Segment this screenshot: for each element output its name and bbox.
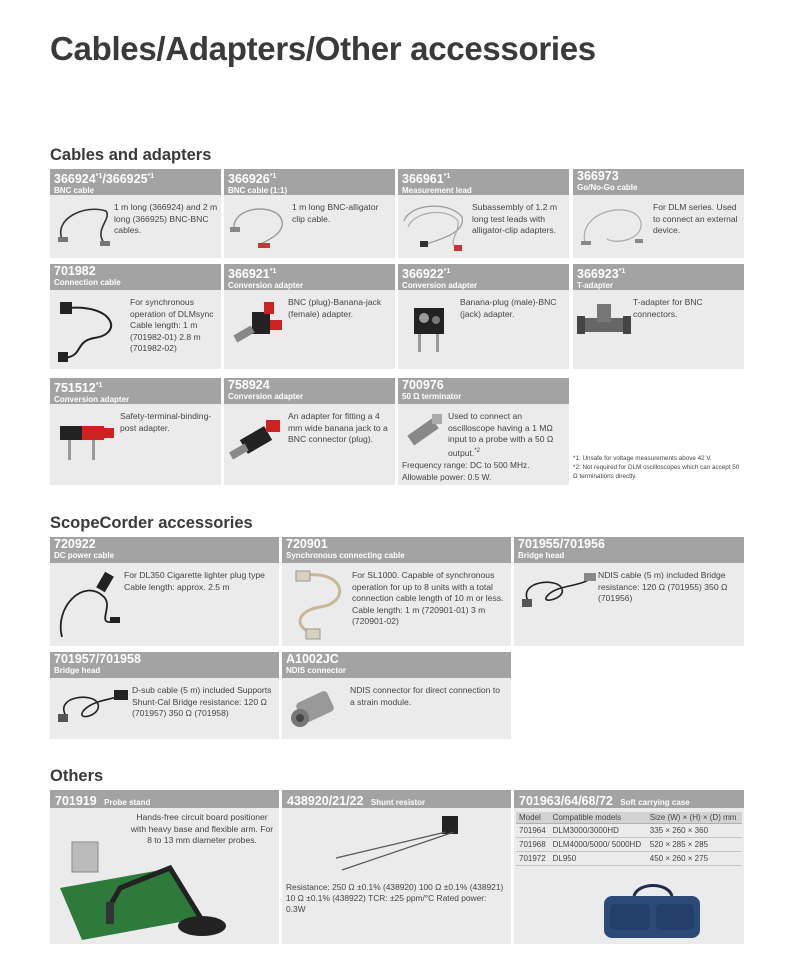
product-description: For SL1000. Capable of synchronous operation for up to 8 units with a total connection cable length of 10 m or less. Cable length: 1 m (720901-01) 3 m (720901-02) bbox=[352, 570, 504, 626]
product-description: NDIS connector for direct connection to a strain module. bbox=[350, 685, 500, 707]
card-header bbox=[573, 169, 744, 195]
column-header: Compatible models bbox=[550, 812, 647, 824]
product-card-720922 bbox=[50, 537, 279, 646]
table-cell: 701972 bbox=[516, 852, 550, 866]
product-description: Subassembly of 1.2 m long test leads with alligator-clip adapters. bbox=[472, 202, 558, 235]
product-code: 366924$^{*1}$/366925$^{*1}$ bbox=[54, 172, 155, 187]
product-code: 701955/701956 bbox=[518, 537, 605, 551]
product-card-758924 bbox=[224, 378, 395, 485]
product-name: Measurement lead bbox=[402, 186, 472, 196]
table-cell: 701964 bbox=[516, 824, 550, 838]
product-code: 758924 bbox=[228, 378, 270, 392]
measurement-lead-image bbox=[400, 199, 470, 253]
product-description: An adapter for fitting a 4 mm wide banana jack to a BNC connector (plug). bbox=[288, 411, 388, 444]
product-name: Connection cable bbox=[54, 278, 121, 287]
go-nogo-cable-image bbox=[577, 199, 647, 253]
card-header bbox=[224, 169, 395, 195]
table-header-row bbox=[516, 812, 742, 824]
product-code: 701963/64/68/72 bbox=[519, 794, 613, 808]
product-code: 366923$^{*1}$ bbox=[577, 267, 626, 282]
product-name: Conversion adapter bbox=[228, 281, 304, 291]
section-title-cables: Cables and adapters bbox=[50, 146, 212, 164]
card-header bbox=[398, 169, 569, 195]
product-code: 366922$^{*1}$ bbox=[402, 267, 451, 282]
product-name: Go/No-Go cable bbox=[577, 183, 638, 192]
product-description: Used to connect an oscilloscope having a 1 MΩ input to a probe with a 50 Ω output.$^{*2}$ bbox=[448, 411, 554, 458]
product-name: T-adapter bbox=[577, 281, 614, 291]
card-header bbox=[282, 537, 511, 563]
table-cell: 520 × 285 × 285 bbox=[647, 838, 742, 852]
product-name: Bridge head bbox=[518, 551, 565, 560]
product-description: Hands-free circuit board positioner with heavy base and flexible arm. For 8 to 13 mm diameter probes. bbox=[130, 812, 274, 845]
product-name: Conversion adapter bbox=[228, 392, 304, 401]
product-description: For DL350 Cigarette lighter plug type Cable length: approx. 2.5 m bbox=[124, 570, 265, 592]
footnote-2: *2: Not required for DLM oscilloscopes which can accept 50 Ω terminations directly. bbox=[573, 464, 740, 480]
table-cell: DL950 bbox=[550, 852, 647, 866]
table-cell: DLM4000/5000/ 5000HD bbox=[550, 838, 647, 852]
product-code: 366973 bbox=[577, 169, 619, 183]
section-title-others: Others bbox=[50, 767, 104, 785]
column-header: Model bbox=[516, 812, 550, 824]
card-header bbox=[50, 790, 279, 808]
product-card-366961 bbox=[398, 169, 569, 258]
product-card-720901 bbox=[282, 537, 511, 646]
t-adapter-image bbox=[577, 298, 633, 350]
product-code: 366926$^{*1}$ bbox=[228, 172, 277, 187]
card-header bbox=[50, 652, 279, 678]
connection-cable-image bbox=[54, 294, 126, 366]
sync-cable-image bbox=[286, 567, 352, 643]
card-header bbox=[398, 264, 569, 290]
card-header bbox=[514, 790, 744, 808]
card-header bbox=[50, 378, 221, 404]
product-card-751512 bbox=[50, 378, 221, 485]
product-description: BNC (plug)-Banana-jack (female) adapter. bbox=[288, 297, 382, 319]
product-name: Conversion adapter bbox=[402, 281, 478, 291]
product-card-366926 bbox=[224, 169, 395, 258]
card-header bbox=[50, 169, 221, 195]
table-row bbox=[516, 824, 742, 838]
page-title: Cables/Adapters/Other accessories bbox=[50, 30, 596, 67]
table-cell: 335 × 260 × 360 bbox=[647, 824, 742, 838]
product-description: For DLM series. Used to connect an external device. bbox=[653, 202, 738, 235]
card-header bbox=[573, 264, 744, 290]
section-title-scope: ScopeCorder accessories bbox=[50, 514, 253, 532]
product-code: 720901 bbox=[286, 537, 328, 551]
terminator-image bbox=[402, 410, 448, 456]
bnc-banana-adapter-image bbox=[230, 298, 288, 356]
product-code: 701982 bbox=[54, 264, 96, 278]
column-header: Size (W) × (H) × (D) mm bbox=[647, 812, 742, 824]
product-card-701963 bbox=[514, 790, 744, 944]
product-name: BNC cable bbox=[54, 186, 95, 196]
product-card-366923 bbox=[573, 264, 744, 369]
product-card-438920 bbox=[282, 790, 511, 944]
bnc-cable-image bbox=[54, 199, 114, 249]
product-name: NDIS connector bbox=[286, 666, 347, 675]
product-name: Soft carrying case bbox=[620, 798, 690, 807]
product-description: 1 m long BNC-alligator clip cable. bbox=[292, 202, 379, 224]
bridge-head-dsub-image bbox=[54, 682, 130, 732]
product-card-700976 bbox=[398, 378, 569, 485]
table-row bbox=[516, 838, 742, 852]
card-header bbox=[514, 537, 744, 563]
product-description: For synchronous operation of DLMsync Cable length: 1 m (701982-01) 2.8 m (701982-02) bbox=[130, 297, 214, 353]
frequency-range: Frequency range: DC to 500 MHz. bbox=[402, 460, 530, 470]
product-code: 366961$^{*1}$ bbox=[402, 172, 451, 187]
product-card-701982 bbox=[50, 264, 221, 369]
product-code: 701957/701958 bbox=[54, 652, 141, 666]
product-card-701919 bbox=[50, 790, 279, 944]
bridge-head-image bbox=[518, 571, 598, 615]
product-code: 438920/21/22 bbox=[287, 794, 364, 808]
dc-power-cable-image bbox=[54, 567, 124, 643]
shunt-resistor-image bbox=[332, 812, 462, 876]
product-name: 50 Ω terminator bbox=[402, 392, 462, 401]
product-name: Bridge head bbox=[54, 666, 101, 675]
product-code: 700976 bbox=[402, 378, 444, 392]
table-cell: 701968 bbox=[516, 838, 550, 852]
product-name: BNC cable (1:1) bbox=[228, 186, 288, 196]
product-card-701955 bbox=[514, 537, 744, 646]
card-header bbox=[398, 378, 569, 404]
carrying-case-image bbox=[598, 882, 706, 942]
safety-terminal-adapter-image bbox=[58, 414, 118, 468]
card-header bbox=[224, 378, 395, 404]
product-card-366922 bbox=[398, 264, 569, 369]
product-description: Banana-plug (male)-BNC (jack) adapter. bbox=[460, 297, 557, 319]
product-code: 701919 bbox=[55, 794, 97, 808]
product-card-a1002jc bbox=[282, 652, 511, 739]
size-table bbox=[516, 812, 742, 866]
product-card-366973 bbox=[573, 169, 744, 258]
allowable-power: Allowable power: 0.5 W. bbox=[402, 472, 492, 482]
product-name: DC power cable bbox=[54, 551, 115, 560]
table-cell: DLM3000/3000HD bbox=[550, 824, 647, 838]
product-card-366924 bbox=[50, 169, 221, 258]
ndis-connector-image bbox=[288, 684, 346, 734]
product-description: NDIS cable (5 m) included Bridge resistance: 120 Ω (701955) 350 Ω (701956) bbox=[598, 570, 728, 603]
table-row bbox=[516, 852, 742, 866]
product-name: Shunt resistor bbox=[370, 798, 426, 807]
card-header bbox=[282, 790, 511, 808]
product-description: Resistance: 250 Ω ±0.1% (438920) 100 Ω ±0.1% (438921) 10 Ω ±0.1% (438922) TCR: ±25 ppm/°C Rated power: 0.3W bbox=[286, 882, 504, 914]
product-code: 751512$^{*1}$ bbox=[54, 381, 103, 396]
product-description: Safety-terminal-binding-post adapter. bbox=[120, 411, 212, 433]
product-name: Probe stand bbox=[104, 798, 151, 807]
footnote-1: *1: Unsafe for voltage measurements above 42 V. bbox=[573, 455, 712, 462]
bnc-alligator-cable-image bbox=[228, 199, 290, 251]
card-header bbox=[50, 537, 279, 563]
product-card-366921 bbox=[224, 264, 395, 369]
product-description: 1 m long (366924) and 2 m long (366925) BNC-BNC cables. bbox=[114, 202, 218, 235]
product-description: T-adapter for BNC connectors. bbox=[633, 297, 703, 319]
card-header bbox=[50, 264, 221, 290]
product-code: A1002JC bbox=[286, 652, 339, 666]
product-name: Synchronous connecting cable bbox=[286, 551, 405, 560]
banana-jack-adapter-image bbox=[228, 414, 288, 470]
product-code: 720922 bbox=[54, 537, 96, 551]
card-header bbox=[282, 652, 511, 678]
product-code: 366921$^{*1}$ bbox=[228, 267, 277, 282]
product-name: Conversion adapter bbox=[54, 395, 130, 405]
product-card-701957 bbox=[50, 652, 279, 739]
product-description: D-sub cable (5 m) included Supports Shunt-Cal Bridge resistance: 120 Ω (701957) 350 Ω (701958) bbox=[132, 685, 272, 718]
banana-bnc-adapter-image bbox=[406, 298, 458, 360]
card-header bbox=[224, 264, 395, 290]
table-cell: 450 × 260 × 275 bbox=[647, 852, 742, 866]
